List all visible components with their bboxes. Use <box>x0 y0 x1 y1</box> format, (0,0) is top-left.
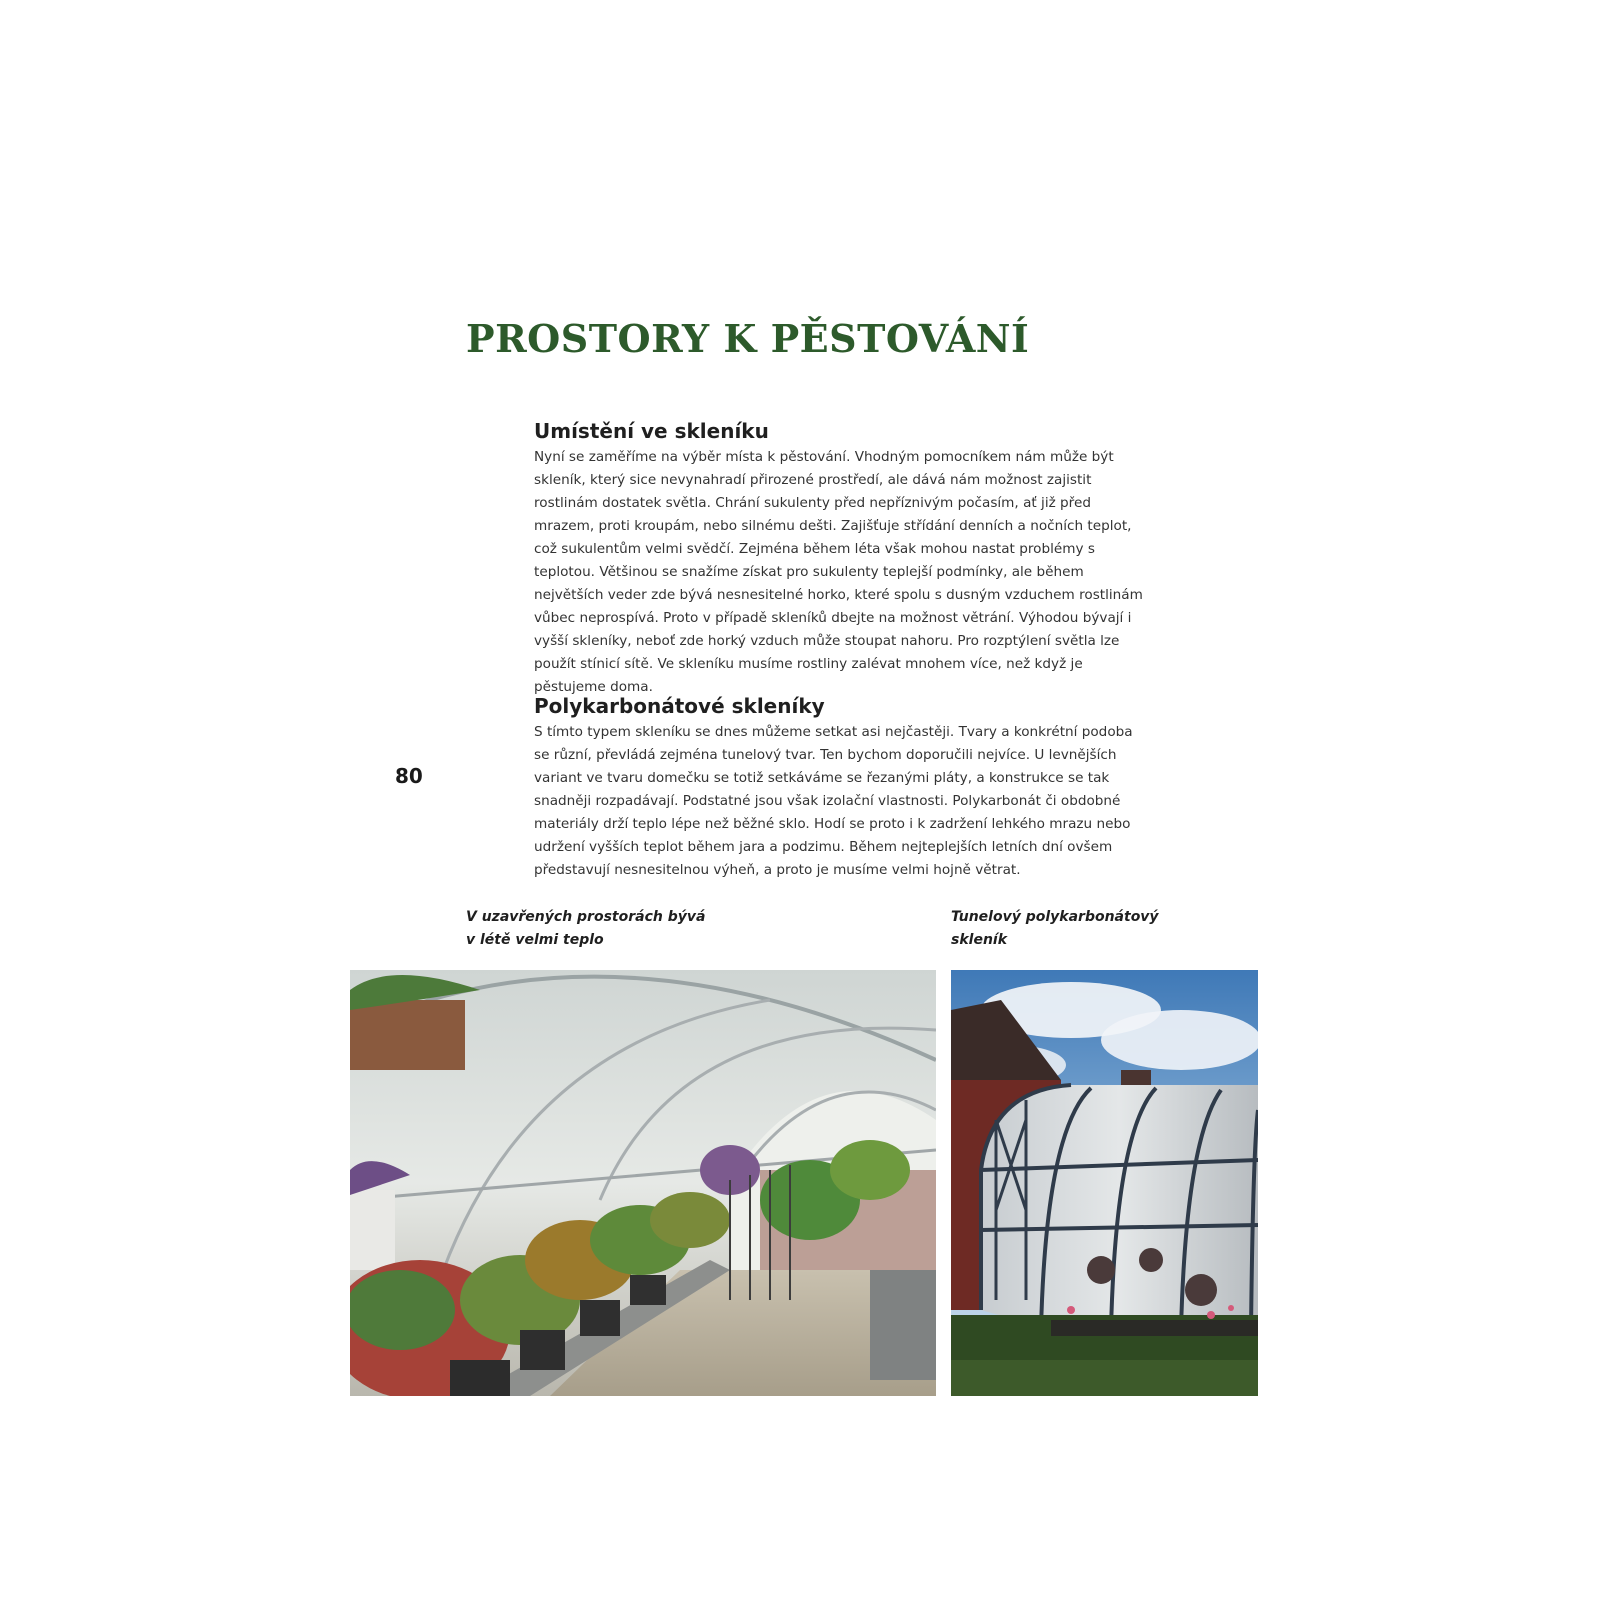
tunnel-greenhouse-photo <box>951 970 1258 1396</box>
caption-line: skleník <box>951 932 1008 948</box>
greenhouse-interior-photo <box>350 970 936 1396</box>
section-greenhouse-placement <box>534 419 1144 699</box>
caption-line: v létě velmi teplo <box>466 932 604 948</box>
caption-line: Tunelový polykarbonátový <box>951 909 1159 925</box>
photo-caption-interior <box>466 906 706 952</box>
section-heading: Umístění ve skleníku <box>534 419 769 443</box>
caption-line: V uzavřených prostorách bývá <box>466 909 706 925</box>
page-number: 80 <box>395 764 423 788</box>
section-polycarbonate-greenhouses <box>534 694 1144 882</box>
section-body: Nyní se zaměříme na výběr místa k pěstování. Vhodným pomocníkem nám může být skleník, který sice nevynahradí přirozené prostředí, ale dává nám možnost zajistit rostlinám dostatek světla. Chrání sukulenty před nepříznivým počasím, ať již před mrazem, proti kroupám, nebo silnému dešti. Zajišťuje střídání denních a nočních teplot, což sukulentům velmi svědčí. Zejména během léta však mohou nastat problémy s teplotou. Většinou se snažíme získat pro sukulenty teplejší podmínky, ale během největších veder zde bývá nesnesitelné horko, které spolu s dusným vzduchem rostlinám vůbec neprospívá. Proto v případě skleníků dbejte na možnost větrání. Výhodou bývají i vyšší skleníky, neboť zde horký vzduch může stoupat nahoru. Pro rozptýlení světla lze použít stínicí sítě. Ve skleníku musíme rostliny zalévat mnohem více, než když je pěstujeme doma. <box>534 449 1143 695</box>
section-heading: Polykarbonátové skleníky <box>534 694 825 718</box>
section-body: S tímto typem skleníku se dnes můžeme setkat asi nejčastěji. Tvary a konkrétní podoba se různí, převládá zejména tunelový tvar. Ten bychom doporučili nejvíce. U levnějších variant ve tvaru domečku se totiž setkáváme se řezanými pláty, a konstrukce se tak snadněji rozpadávají. Podstatné jsou však izolační vlastnosti. Polykarbonát či obdobné materiály drží teplo lépe než běžné sklo. Hodí se proto i k zadržení lehkého mrazu nebo udržení vyšších teplot během jara a podzimu. Během nejteplejších letních dní ovšem představují nesnesitelnou výheň, a proto je musíme velmi hojně větrat. <box>534 724 1133 878</box>
photo-caption-exterior <box>951 906 1191 952</box>
page-title: PROSTORY K PĚSTOVÁNÍ <box>466 316 1030 361</box>
